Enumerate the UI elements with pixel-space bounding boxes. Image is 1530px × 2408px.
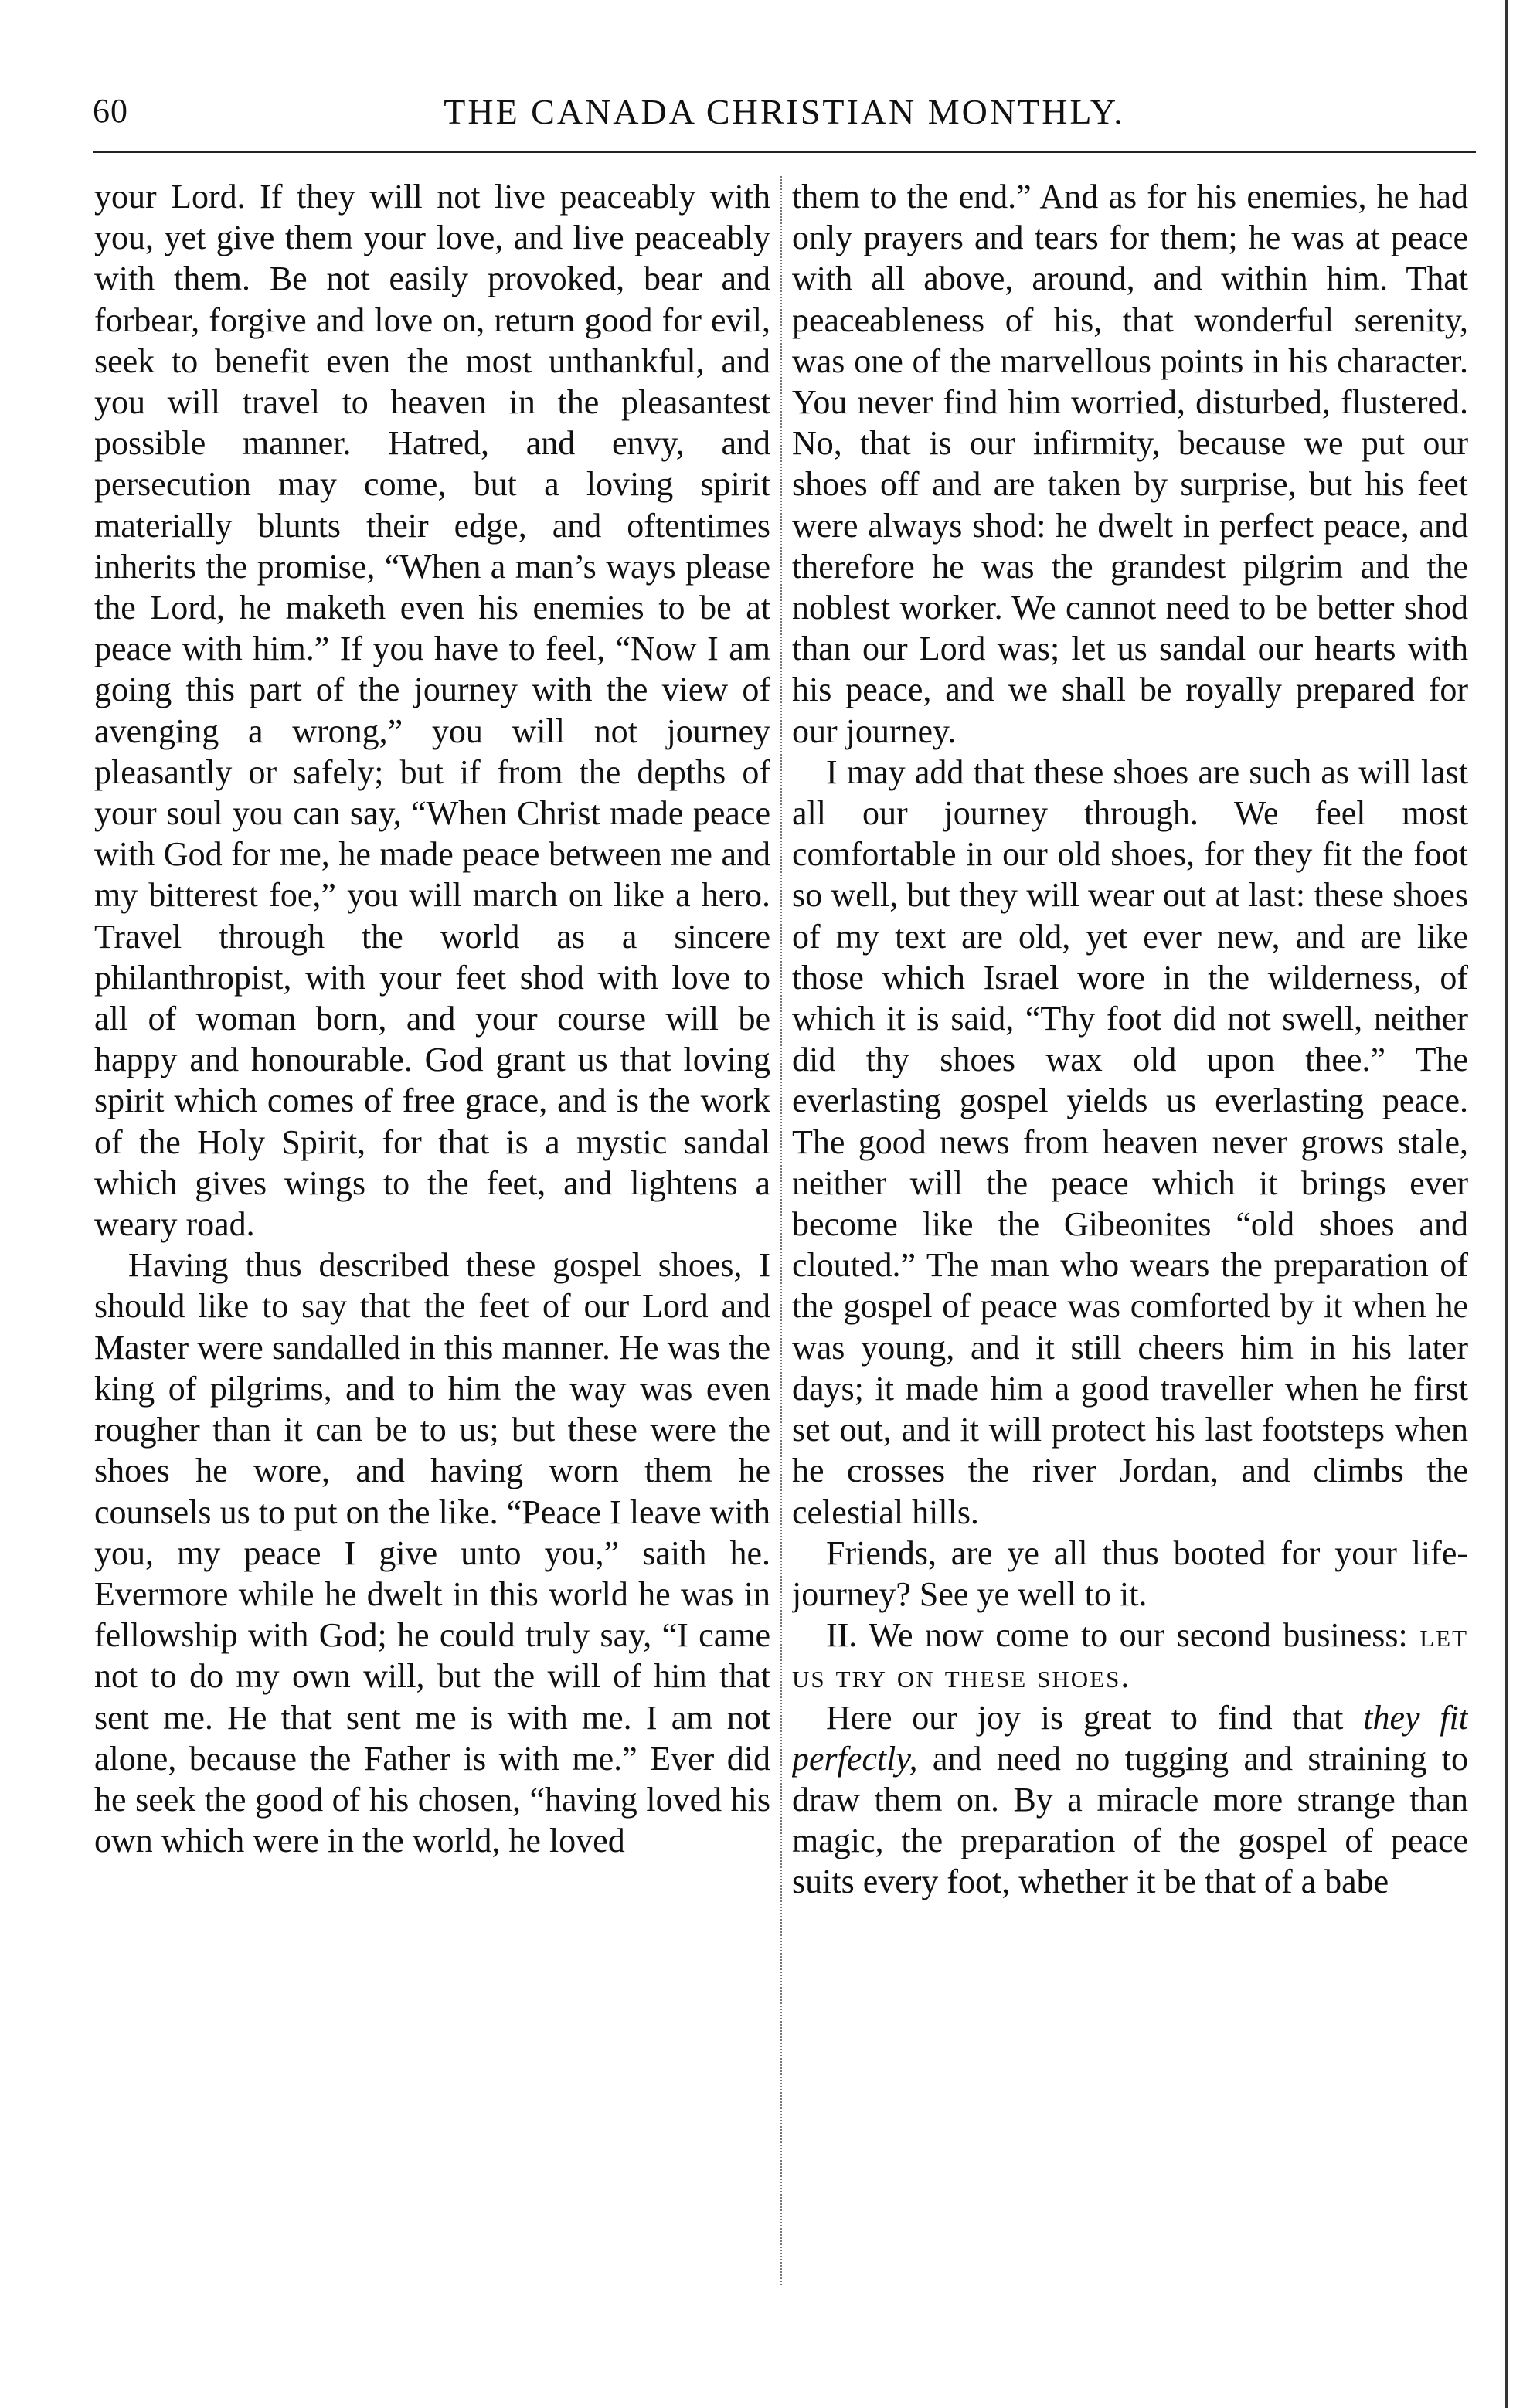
right-paragraph-1: them to the end.” And as for his enemies, he had only prayers and tears for them; he was at peace with all above, around, and within him. That peaceableness of his, that wonderful serenity, was one of the marvellous points in his character. You never find him worried, disturbed, flustered. No, that is our infirmity, because we put our shoes off and are taken by surprise, but his feet were always shod: he dwelt in perfect peace, and therefore he was the grandest pilgrim and the noblest worker. We cannot need to be better shod than our Lord was; let us sandal our hearts with his peace, and we shall be royally prepared for our journey. <box>792 178 1468 750</box>
paragraph-rest: and need no tugging and straining to draw them on. By a miracle more strange than magic, the preparation of the gospel of peace suits every foot, whether it be that of a babe <box>792 1739 1468 1901</box>
left-paragraph-2: Having thus described these gospel shoes, I should like to say that the feet of our Lord and Master were sandalled in this manner. He was the king of pilgrims, and to him the way was even rougher than it can be to us; but these were the shoes he wore, and having worn them he counsels us to put on the like. “Peace I leave with you, my peace I give unto you,” saith he. Evermore while he dwelt in this world he was in fellowship with God; he could truly say, “I came not to do my own will, but the will of him that sent me. He that sent me is with me. I am not alone, because the Father is with me.” Ever did he seek the good of his chosen, “having loved his own which were in the world, he loved <box>94 1246 770 1860</box>
italic-phrase: they fit perfectly, <box>792 1698 1468 1778</box>
paragraph-lead: Here our joy is great to find that <box>826 1698 1344 1737</box>
left-paragraph-1: your Lord. If they will not live peaceably with you, yet give them your love, and live peaceably with them. Be not easily provoked, bear and forbear, forgive and love on, return good for evil, seek to benefit even the most unthankful, and you will travel to heaven in the pleasantest possible manner. Hatred, and envy, and persecution may come, but a loving spirit materially blunts their edge, and oftentimes inherits the promise, “When a man’s ways please the Lord, he maketh even his enemies to be at peace with him.” If you have to feel, “Now I am going this part of the journey with the view of avenging a wrong,” you will not journey pleasantly or safely; but if from the depths of your soul you can say, “When Christ made peace with God for me, he made peace between me and my bitterest foe,” you will march on like a hero. Travel through the world as a sincere philanthropist, with your feet shod with love to all of woman born, and your course will be happy and honourable. God grant us that loving spirit which comes of free grace, and is the work of the Holy Spirit, for that is a mystic sandal which gives wings to the feet, and lightens a weary road. <box>94 178 770 1244</box>
page-number: 60 <box>93 92 128 130</box>
left-column <box>94 176 770 2301</box>
section-heading-lead: II. We now come to our second business: <box>826 1616 1408 1655</box>
right-paragraph-2: I may add that these shoes are such as will last all our journey through. We feel most comfortable in our old shoes, for they fit the foot so well, but they will wear out at last: these shoes of my text are old, yet ever new, and are like those which Israel wore in the wilderness, of which it is said, “Thy foot did not swell, neither did thy shoes wax old upon thee.” The everlasting gospel yields us everlasting peace. The good news from heaven never grows stale, neither will the peace which it brings ever become like the Gibeonites “old shoes and clouted.” The man who wears the preparation of the gospel of peace was comforted by it when he was young, and it still cheers him in his later days; it made him a good traveller when he first set out, and it will protect his last footsteps when he crosses the river Jordan, and climbs the celestial hills. <box>792 752 1468 1531</box>
section-heading-caps: let us try on these shoes. <box>792 1616 1468 1696</box>
page-edge-line <box>1505 0 1508 2408</box>
right-paragraph-3: Friends, are ye all thus booted for your life-journey? See ye well to it. <box>792 1533 1468 1613</box>
right-column <box>792 176 1468 2301</box>
page-header <box>93 91 1476 145</box>
running-title: THE CANADA CHRISTIAN MONTHLY. <box>444 92 1125 131</box>
column-gutter <box>780 176 782 2285</box>
right-paragraph-4 <box>792 1615 1468 1696</box>
header-rule <box>93 151 1476 153</box>
right-paragraph-5 <box>792 1697 1468 1903</box>
